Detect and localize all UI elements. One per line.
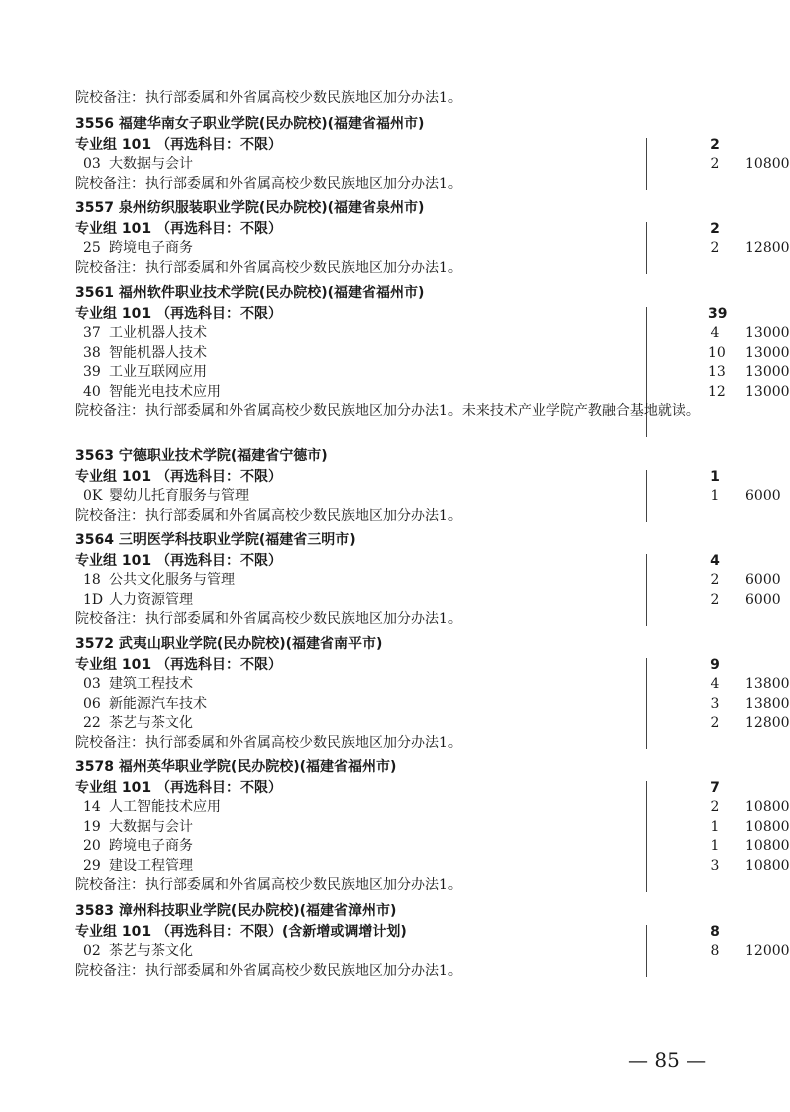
major-count: 2 [710, 591, 720, 608]
school-note: 院校备注：执行部委属和外省属高校少数民族地区加分办法1。 [75, 611, 462, 627]
major-name: 智能机器人技术 [109, 344, 207, 361]
major-name: 智能光电技术应用 [109, 383, 221, 400]
major-code: 29 [83, 857, 101, 874]
major-name: 跨境电子商务 [109, 240, 193, 256]
major-name: 茶艺与茶文化 [109, 943, 193, 959]
school-note: 院校备注：执行部委属和外省属高校少数民族地区加分办法1。 [75, 175, 462, 192]
major-code: 38 [83, 344, 101, 361]
major-group-label: 专业组 101 （再选科目：不限） [75, 305, 282, 322]
major-count: 2 [710, 799, 720, 815]
major-code: 0K [83, 488, 103, 504]
major-code: 02 [83, 943, 101, 959]
major-name: 公共文化服务与管理 [109, 572, 235, 588]
school-header: 3561 福州软件职业技术学院(民办院校)(福建省福州市) [75, 285, 425, 301]
major-tuition: 12800 [745, 715, 790, 731]
major-tuition: 13000 [745, 364, 790, 380]
major-code: 18 [83, 572, 101, 588]
major-count: 2 [710, 572, 720, 588]
major-code: 20 [83, 838, 101, 854]
major-code: 40 [83, 383, 101, 400]
major-count: 3 [710, 695, 720, 712]
school-header: 3583 漳州科技职业学院(民办院校)(福建省漳州市) [75, 903, 397, 919]
major-name: 建设工程管理 [109, 857, 193, 874]
major-name: 工业互联网应用 [109, 364, 207, 380]
major-group-label: 专业组 101 （再选科目：不限） [75, 656, 282, 673]
major-tuition: 12000 [745, 943, 790, 959]
major-count: 13 [708, 364, 726, 380]
major-name: 跨境电子商务 [109, 838, 193, 854]
major-name: 大数据与会计 [109, 156, 193, 172]
major-name: 茶艺与茶文化 [109, 715, 193, 731]
major-tuition: 10800 [745, 818, 790, 835]
major-tuition: 13000 [745, 383, 790, 400]
major-count: 2 [710, 240, 720, 256]
major-code: 03 [83, 676, 101, 692]
school-note: 院校备注：执行部委属和外省属高校少数民族地区加分办法1。 [75, 507, 462, 524]
school-header: 3564 三明医学科技职业学院(福建省三明市) [75, 532, 356, 548]
major-tuition: 13800 [745, 676, 790, 692]
major-tuition: 13000 [745, 325, 790, 341]
major-code: 25 [83, 240, 101, 256]
major-group-label: 专业组 101 （再选科目：不限） [75, 136, 282, 153]
major-name: 建筑工程技术 [109, 676, 193, 692]
major-code: 03 [83, 156, 101, 172]
major-code: 37 [83, 325, 101, 341]
column-divider [646, 781, 647, 892]
major-group-label: 专业组 101 （再选科目：不限） [75, 552, 282, 569]
major-code: 39 [83, 364, 101, 380]
top-note: 院校备注：执行部委属和外省属高校少数民族地区加分办法1。 [75, 90, 462, 106]
major-name: 婴幼儿托育服务与管理 [109, 488, 249, 504]
major-tuition: 13800 [745, 695, 790, 712]
major-group-count: 4 [710, 552, 720, 569]
major-count: 12 [708, 383, 726, 400]
major-count: 4 [710, 325, 720, 341]
major-name: 人工智能技术应用 [109, 799, 221, 815]
major-name: 人力资源管理 [109, 591, 193, 608]
major-name: 工业机器人技术 [109, 325, 207, 341]
major-code: 14 [83, 799, 101, 815]
major-count: 1 [710, 818, 720, 835]
major-tuition: 10800 [745, 156, 790, 172]
major-count: 1 [710, 488, 720, 504]
school-header: 3563 宁德职业技术学院(福建省宁德市) [75, 448, 328, 464]
school-note: 院校备注：执行部委属和外省属高校少数民族地区加分办法1。 [75, 734, 462, 751]
major-group-count: 1 [710, 468, 720, 485]
major-group-count: 7 [710, 779, 720, 796]
major-group-label: 专业组 101 （再选科目：不限） [75, 468, 282, 485]
major-tuition: 6000 [745, 488, 781, 504]
major-code: 1D [83, 591, 104, 608]
school-note: 院校备注：执行部委属和外省属高校少数民族地区加分办法1。 [75, 962, 462, 979]
major-group-count: 2 [710, 136, 720, 153]
major-count: 4 [710, 676, 720, 692]
school-note: 院校备注：执行部委属和外省属高校少数民族地区加分办法1。 [75, 259, 462, 276]
major-group-count: 8 [710, 923, 720, 940]
school-note: 院校备注：执行部委属和外省属高校少数民族地区加分办法1。未来技术产业学院产教融合基地就读。 [75, 403, 700, 419]
school-header: 3572 武夷山职业学院(民办院校)(福建省南平市) [75, 636, 383, 652]
major-group-count: 9 [710, 656, 720, 673]
major-count: 2 [710, 156, 720, 172]
major-group-label: 专业组 101 （再选科目：不限）(含新增或调增计划) [75, 923, 407, 940]
major-name: 新能源汽车技术 [109, 695, 207, 712]
major-count: 2 [710, 715, 720, 731]
major-group-count: 39 [708, 305, 728, 322]
major-tuition: 6000 [745, 572, 781, 588]
school-header: 3578 福州英华职业学院(民办院校)(福建省福州市) [75, 759, 397, 775]
major-name: 大数据与会计 [109, 818, 193, 835]
major-code: 06 [83, 695, 101, 712]
major-count: 1 [710, 838, 720, 854]
major-count: 8 [710, 943, 720, 959]
major-code: 19 [83, 818, 101, 835]
major-code: 22 [83, 715, 101, 731]
major-tuition: 10800 [745, 799, 790, 815]
major-tuition: 13000 [745, 344, 790, 361]
major-group-count: 2 [710, 220, 720, 237]
school-header: 3556 福建华南女子职业学院(民办院校)(福建省福州市) [75, 116, 425, 132]
major-tuition: 10800 [745, 838, 790, 854]
school-header: 3557 泉州纺织服装职业学院(民办院校)(福建省泉州市) [75, 200, 425, 216]
page-number: — 85 — [628, 1048, 707, 1072]
major-count: 3 [710, 857, 720, 874]
major-group-label: 专业组 101 （再选科目：不限） [75, 779, 282, 796]
major-count: 10 [708, 344, 726, 361]
major-tuition: 6000 [745, 591, 781, 608]
major-group-label: 专业组 101 （再选科目：不限） [75, 220, 282, 237]
major-tuition: 12800 [745, 240, 790, 256]
major-tuition: 10800 [745, 857, 790, 874]
school-note: 院校备注：执行部委属和外省属高校少数民族地区加分办法1。 [75, 877, 462, 893]
